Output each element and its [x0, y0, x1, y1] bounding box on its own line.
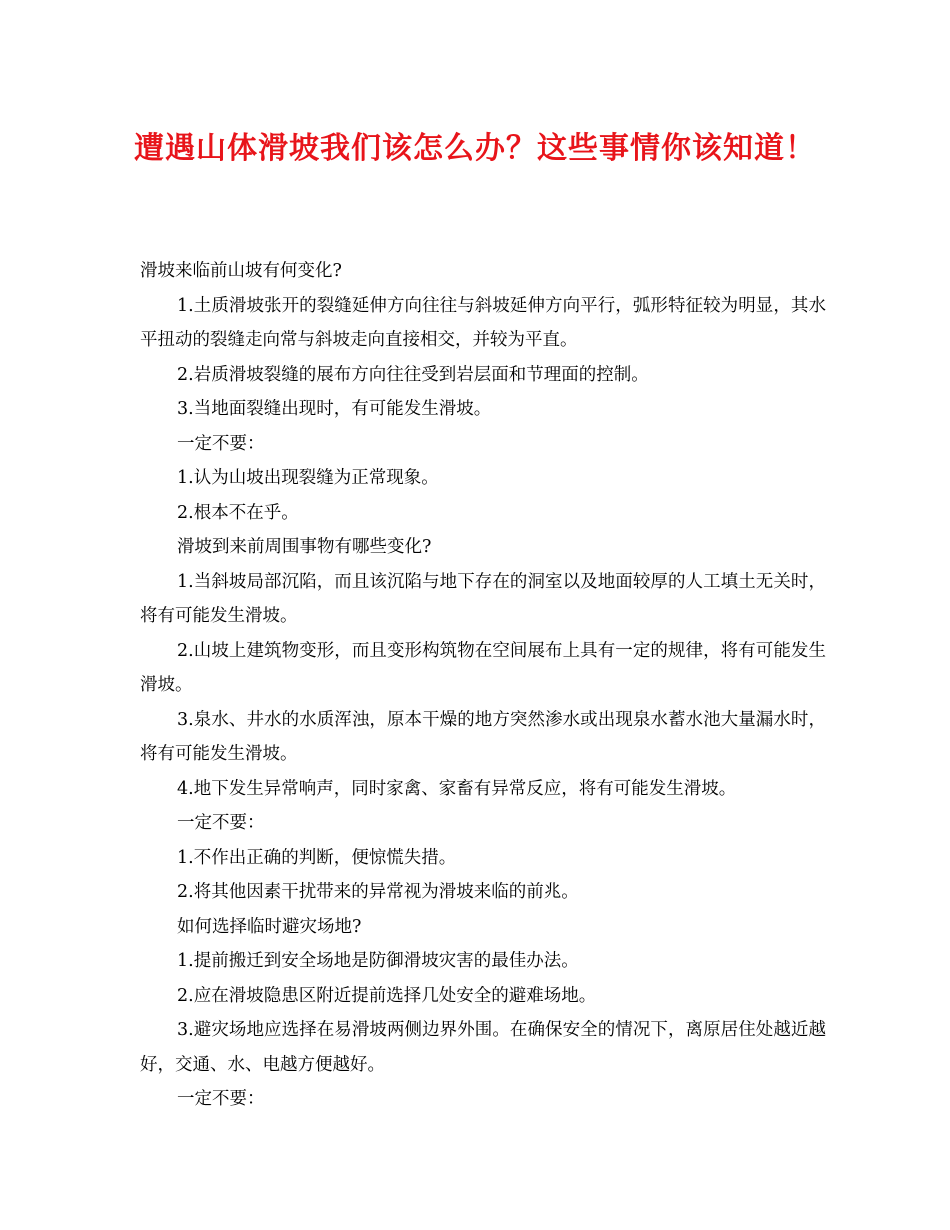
paragraph: 2.山坡上建筑物变形，而且变形构筑物在空间展布上具有一定的规律，将有可能发生滑坡。	[140, 640, 826, 695]
paragraph: 3.当地面裂缝出现时，有可能发生滑坡。	[177, 399, 492, 419]
paragraph: 2.将其他因素干扰带来的异常视为滑坡来临的前兆。	[177, 882, 579, 902]
paragraph: 4.地下发生异常响声，同时家禽、家畜有异常反应，将有可能发生滑坡。	[177, 778, 737, 799]
paragraph: 滑坡来临前山坡有何变化?	[140, 261, 342, 281]
document-body	[140, 254, 826, 1117]
paragraph: 2.根本不在乎。	[177, 502, 299, 523]
paragraph: 一定不要：	[177, 433, 265, 454]
paragraph: 滑坡到来前周围事物有哪些变化?	[177, 537, 432, 557]
paragraph: 一定不要：	[177, 1089, 265, 1109]
paragraph: 3.避灾场地应选择在易滑坡两侧边界外围。在确保安全的情况下，离原居住处越近越好，交通、水、电越方便越好。	[140, 1020, 826, 1075]
paragraph: 1.当斜坡局部沉陷，而且该沉陷与地下存在的洞室以及地面较厚的人工填土无关时，将有可能发生滑坡。	[140, 571, 826, 626]
paragraph: 1.不作出正确的判断，便惊慌失措。	[177, 847, 457, 868]
document-title: 遭遇山体滑坡我们该怎么办？这些事情你该知道！	[134, 131, 816, 166]
paragraph: 1.土质滑坡张开的裂缝延伸方向往往与斜坡延伸方向平行，弧形特征较为明显，其水平扭动的裂缝走向常与斜坡走向直接相交，并较为平直。	[140, 295, 826, 350]
paragraph: 3.泉水、井水的水质浑浊，原本干燥的地方突然渗水或出现泉水蓄水池大量漏水时，将有可能发生滑坡。	[140, 709, 826, 764]
paragraph: 1.认为山坡出现裂缝为正常现象。	[177, 468, 439, 488]
paragraph: 如何选择临时避灾场地?	[177, 916, 362, 937]
paragraph: 2.应在滑坡隐患区附近提前选择几处安全的避难场地。	[177, 985, 597, 1006]
paragraph: 一定不要：	[177, 813, 265, 833]
paragraph: 2.岩质滑坡裂缝的展布方向往往受到岩层面和节理面的控制。	[177, 364, 649, 385]
paragraph: 1.提前搬迁到安全场地是防御滑坡灾害的最佳办法。	[177, 951, 579, 971]
